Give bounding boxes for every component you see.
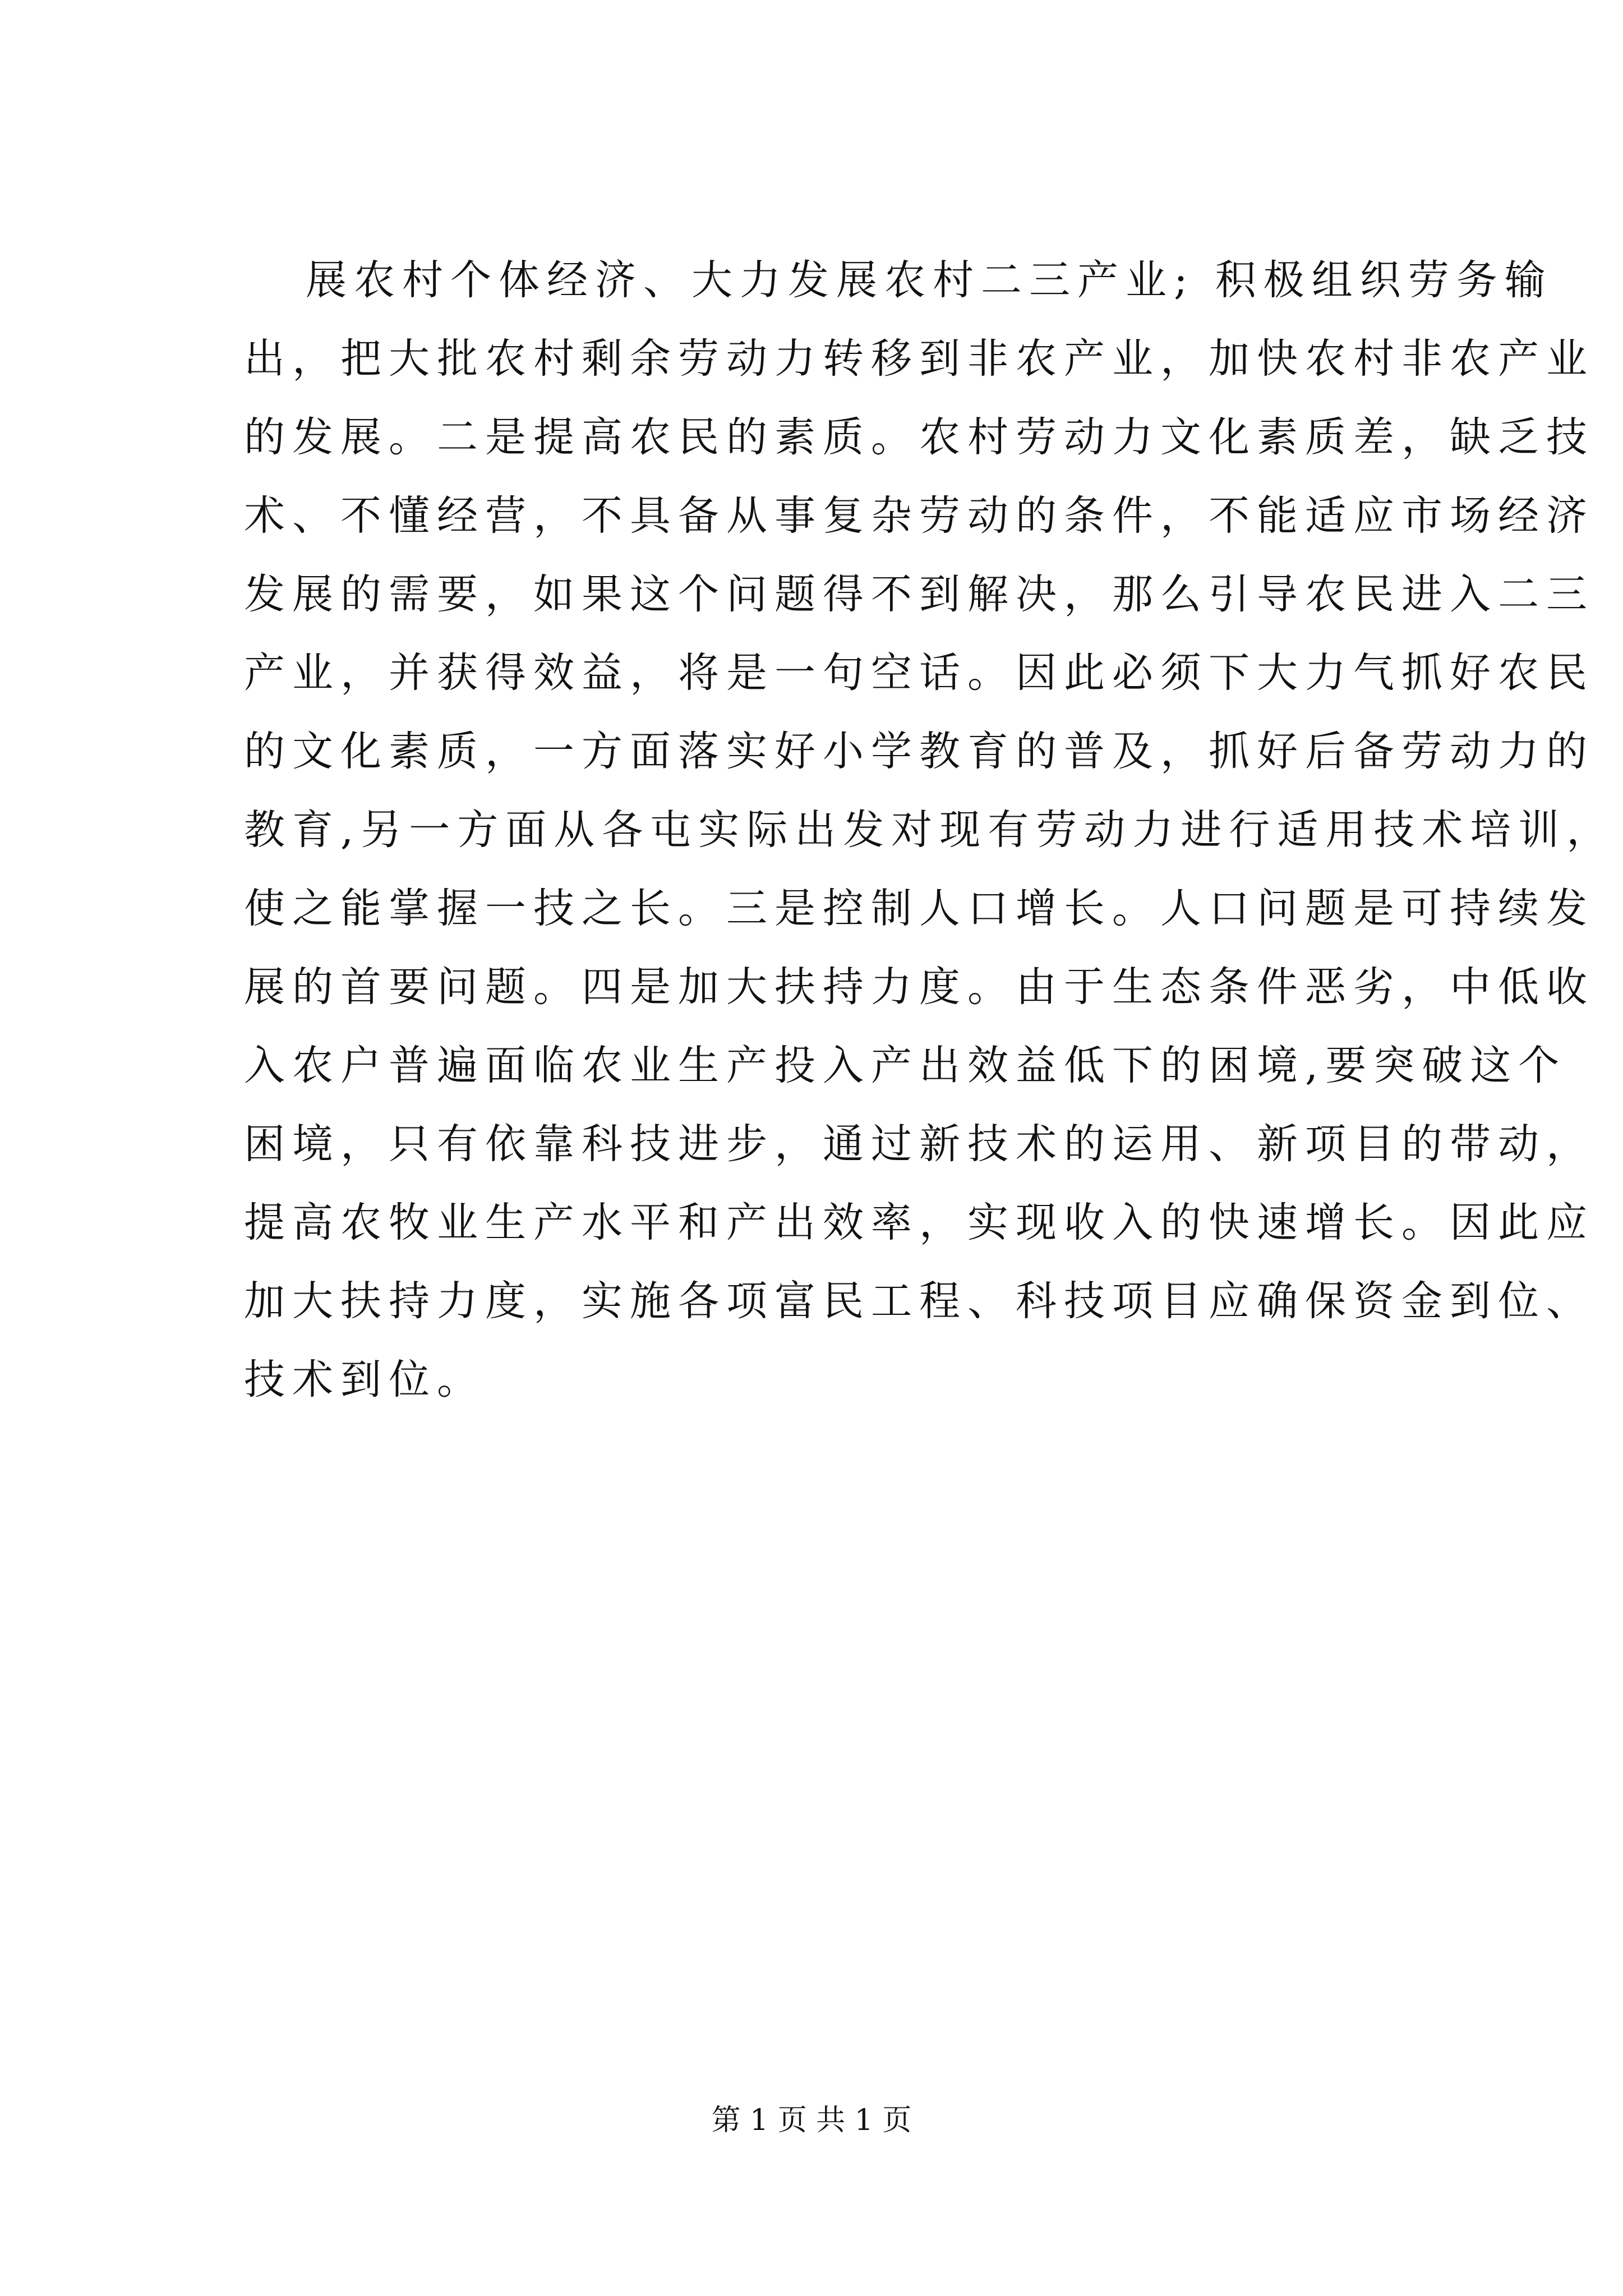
text-line: 技术到位。 (244, 1356, 485, 1404)
text-line: 展农村个体经济、大力发展农村二三产业; 积极组织劳务输 (306, 256, 1553, 304)
text-line: 产业，并获得效益，将是一句空话。因此必须下大力气抓好农民 (244, 649, 1594, 697)
text-line: 展的首要问题。四是加大扶持力度。由于生态条件恶劣，中低收 (244, 963, 1594, 1011)
text-line: 发展的需要，如果这个问题得不到解决，那么引导农民进入二三 (244, 570, 1594, 618)
text-line: 提高农牧业生产水平和产出效率，实现收入的快速增长。因此应 (244, 1199, 1594, 1246)
text-line: 出，把大批农村剩余劳动力转移到非农产业，加快农村非农产业 (244, 335, 1594, 383)
text-line: 困境，只有依靠科技进步，通过新技术的运用、新项目的带动， (244, 1120, 1594, 1168)
text-line: 使之能掌握一技之长。三是控制人口增长。人口问题是可持续发 (244, 885, 1594, 932)
text-line: 加大扶持力度，实施各项富民工程、科技项目应确保资金到位、 (244, 1277, 1594, 1325)
page-number-indicator: 第 1 页 共 1 页 (711, 2104, 912, 2137)
page-footer (0, 2101, 1623, 2140)
body-paragraph (244, 241, 1615, 1419)
text-line: 入农户普遍面临农业生产投入产出效益低下的困境,要突破这个 (244, 1042, 1567, 1089)
text-line: 的文化素质，一方面落实好小学教育的普及，抓好后备劳动力的 (244, 728, 1594, 775)
text-line: 教育,另一方面从各屯实际出发对现有劳动力进行适用技术培训， (244, 806, 1615, 854)
text-line: 术、不懂经营，不具备从事复杂劳动的条件，不能适应市场经济 (244, 492, 1594, 540)
text-line: 的发展。二是提高农民的素质。农村劳动力文化素质差，缺乏技 (244, 413, 1594, 461)
